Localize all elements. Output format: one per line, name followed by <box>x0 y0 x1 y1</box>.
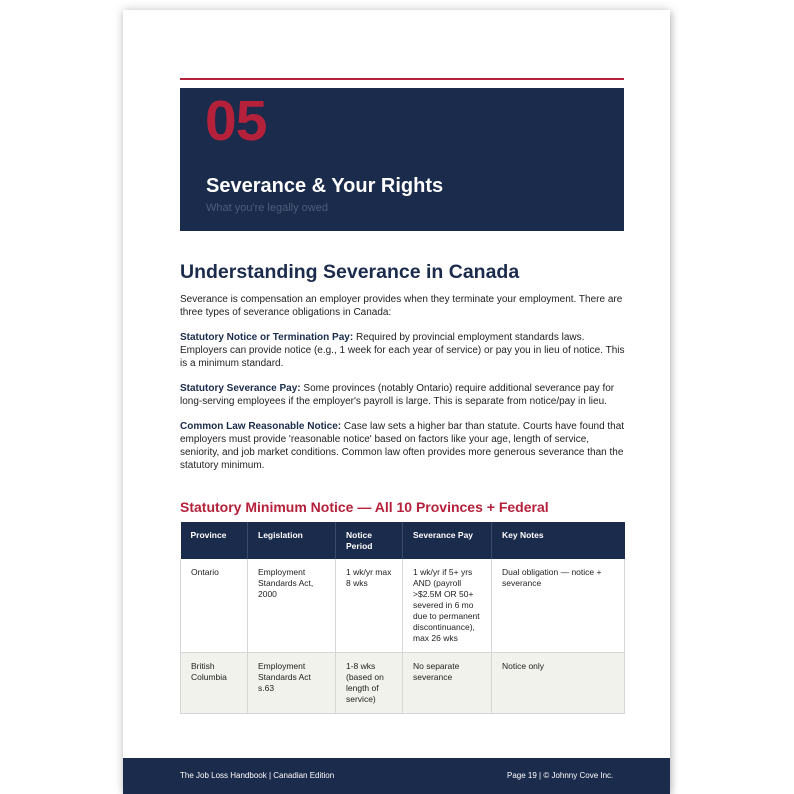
table-cell: Ontario <box>181 559 248 653</box>
column-header-legislation: Legislation <box>248 522 336 559</box>
chapter-banner <box>180 88 624 231</box>
definition-statutory-notice <box>180 331 626 370</box>
page-footer <box>123 758 670 794</box>
chapter-number: 05 <box>205 89 267 153</box>
definition-term: Statutory Notice or Termination Pay: <box>180 332 354 343</box>
table-cell: Notice only <box>492 653 625 714</box>
table-cell: No separate severance <box>403 653 492 714</box>
notice-table <box>180 522 625 714</box>
definition-statutory-severance <box>180 382 626 408</box>
table-row <box>181 653 625 714</box>
definition-common-law <box>180 420 626 472</box>
intro-paragraph: Severance is compensation an employer provides when they terminate your employment. There are three types of severance obligations in Canada: <box>180 294 623 318</box>
column-header-province: Province <box>181 522 248 559</box>
definition-text: Some provinces (notably Ontario) require additional severance pay for long-serving employees if the employer's payroll is large. This is separate from notice/pay in lieu. <box>180 383 615 407</box>
footer-page-info: Page 19 | © Johnny Cove Inc. <box>507 771 614 780</box>
definition-term: Statutory Severance Pay: <box>180 383 301 394</box>
definition-text: Case law sets a higher bar than statute. Courts have found that employers must provide 'reasonable notice' based on factors like your age, length of service, seniority, and job market conditions. Common law often provides more generous severance than the statutory minimum. <box>180 421 625 471</box>
definition-text: Required by provincial employment standards laws. Employers can provide notice (e.g., 1 week for each year of service) or pay you in lieu of notice. This is a minimum standard. <box>180 332 625 369</box>
table-heading: Statutory Minimum Notice — All 10 Provinces + Federal <box>180 499 549 515</box>
column-header-severance-pay: Severance Pay <box>403 522 492 559</box>
footer-book-title: The Job Loss Handbook | Canadian Edition <box>180 771 335 780</box>
section-heading: Understanding Severance in Canada <box>180 261 520 283</box>
table-cell: Employment Standards Act, 2000 <box>248 559 336 653</box>
document-page <box>123 10 670 794</box>
definition-term: Common Law Reasonable Notice: <box>180 421 342 432</box>
table-cell: 1 wk/yr if 5+ yrs AND (payroll >$2.5M OR 50+ severed in 6 mo due to permanent discontinuance), max 26 wks <box>403 559 492 653</box>
table-cell: Employment Standards Act s.63 <box>248 653 336 714</box>
main-content <box>180 260 626 714</box>
column-header-key-notes: Key Notes <box>492 522 625 559</box>
table-row <box>181 559 625 653</box>
table-cell: Dual obligation — notice + severance <box>492 559 625 653</box>
chapter-subtitle: What you're legally owed <box>206 202 328 214</box>
chapter-title: Severance & Your Rights <box>206 175 444 197</box>
table-header-row <box>181 522 625 559</box>
table-cell: British Columbia <box>181 653 248 714</box>
table-cell: 1 wk/yr max 8 wks <box>336 559 403 653</box>
column-header-notice-period: Notice Period <box>336 522 403 559</box>
table-cell: 1-8 wks (based on length of service) <box>336 653 403 714</box>
top-rule <box>180 78 624 80</box>
